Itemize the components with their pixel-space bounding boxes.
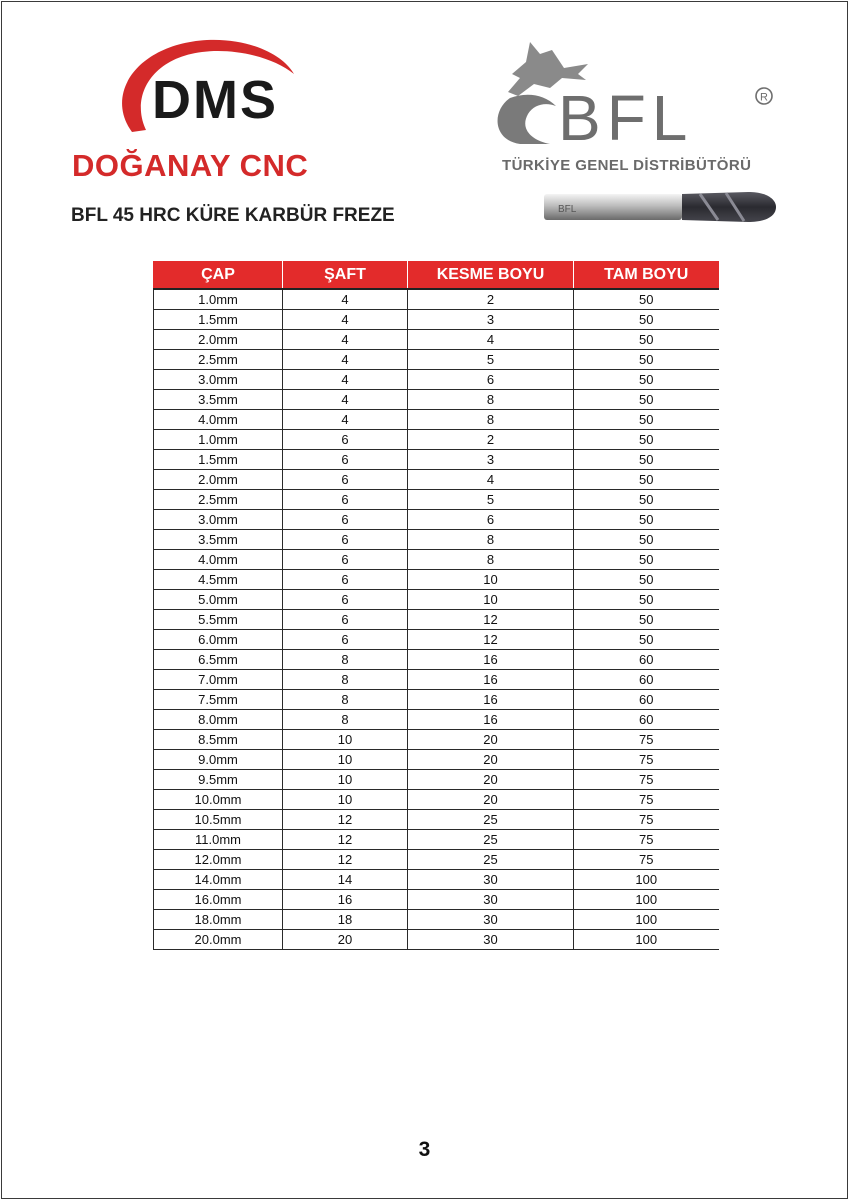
table-cell: 8 [408,530,574,550]
table-cell: 50 [574,570,719,590]
table-cell: 60 [574,710,719,730]
table-cell: 50 [574,430,719,450]
table-cell: 6 [283,450,408,470]
column-header-cap: ÇAP [154,261,283,289]
table-row [154,490,719,510]
tool-engraving: BFL [558,204,577,215]
table-cell: 10.5mm [154,810,283,830]
table-cell: 5 [408,490,574,510]
table-cell: 50 [574,289,719,310]
table-cell: 11.0mm [154,830,283,850]
table-row [154,650,719,670]
table-cell: 14.0mm [154,870,283,890]
table-cell: 6 [283,590,408,610]
table-cell: 50 [574,450,719,470]
table-cell: 3 [408,310,574,330]
table-cell: 75 [574,730,719,750]
table-cell: 3.0mm [154,370,283,390]
page-title: BFL 45 HRC KÜRE KARBÜR FREZE [71,205,395,226]
table-cell: 9.5mm [154,770,283,790]
table-row [154,370,719,390]
table-cell: 2.5mm [154,350,283,370]
table-row [154,810,719,830]
table-cell: 50 [574,310,719,330]
table-cell: 100 [574,930,719,950]
table-cell: 75 [574,750,719,770]
table-row [154,890,719,910]
table-cell: 30 [408,910,574,930]
table-row [154,590,719,610]
table-cell: 100 [574,910,719,930]
table-cell: 8 [283,650,408,670]
table-row [154,430,719,450]
table-cell: 4 [283,310,408,330]
table-cell: 10 [283,730,408,750]
table-cell: 8 [283,710,408,730]
table-cell: 8 [408,410,574,430]
table-row [154,410,719,430]
table-row [154,450,719,470]
table-cell: 50 [574,330,719,350]
table-cell: 16 [408,710,574,730]
table-cell: 50 [574,510,719,530]
table-cell: 16 [408,650,574,670]
table-cell: 100 [574,890,719,910]
table-cell: 10 [408,570,574,590]
table-row [154,350,719,370]
table-cell: 60 [574,690,719,710]
table-row [154,870,719,890]
table-cell: 75 [574,830,719,850]
table-cell: 20.0mm [154,930,283,950]
table-cell: 3.5mm [154,390,283,410]
table-body [154,289,719,950]
table-row [154,330,719,350]
table-cell: 60 [574,670,719,690]
table-cell: 6 [283,430,408,450]
table-cell: 4 [283,289,408,310]
table-cell: 10 [408,590,574,610]
table-cell: 7.0mm [154,670,283,690]
table-cell: 100 [574,870,719,890]
table-row [154,610,719,630]
table-cell: 25 [408,830,574,850]
table-cell: 10 [283,790,408,810]
table-cell: 4.0mm [154,550,283,570]
table-cell: 4 [283,390,408,410]
table-cell: 8 [283,670,408,690]
table-row [154,670,719,690]
table-cell: 4 [283,330,408,350]
table-row [154,390,719,410]
dms-logo [112,34,302,144]
column-header-kesme-boyu: KESME BOYU [408,261,574,289]
table-row [154,530,719,550]
table-cell: 8 [408,390,574,410]
dms-logo-letters: DMS [152,70,278,130]
table-cell: 16 [408,690,574,710]
table-cell: 6.0mm [154,630,283,650]
table-cell: 50 [574,610,719,630]
table-cell: 10.0mm [154,790,283,810]
table-cell: 1.0mm [154,289,283,310]
table-cell: 50 [574,530,719,550]
table-cell: 75 [574,770,719,790]
svg-text:R: R [760,91,768,104]
table-cell: 16 [408,670,574,690]
column-header-saft: ŞAFT [283,261,408,289]
table-cell: 50 [574,490,719,510]
table-cell: 20 [408,730,574,750]
table-cell: 8 [408,550,574,570]
table-cell: 12 [408,610,574,630]
table-row [154,850,719,870]
table-cell: 5 [408,350,574,370]
table-row [154,510,719,530]
table-cell: 60 [574,650,719,670]
table-cell: 75 [574,810,719,830]
spec-table [153,261,719,950]
table-cell: 4 [408,330,574,350]
table-cell: 25 [408,850,574,870]
table-cell: 12.0mm [154,850,283,870]
table-row [154,470,719,490]
table-row [154,930,719,950]
bfl-logo-letters: BFL [558,82,694,150]
table-cell: 3.0mm [154,510,283,530]
table-cell: 6 [283,550,408,570]
table-cell: 30 [408,930,574,950]
table-cell: 50 [574,390,719,410]
bfl-logo [490,40,782,150]
table-cell: 20 [408,770,574,790]
table-cell: 4 [408,470,574,490]
table-cell: 2.5mm [154,490,283,510]
table-cell: 50 [574,410,719,430]
table-cell: 2.0mm [154,330,283,350]
table-cell: 50 [574,590,719,610]
table-cell: 8.0mm [154,710,283,730]
table-cell: 50 [574,630,719,650]
distributor-subtitle: TÜRKİYE GENEL DİSTRİBÜTÖRÜ [502,157,752,174]
table-cell: 4 [283,410,408,430]
table-cell: 2.0mm [154,470,283,490]
table-cell: 50 [574,470,719,490]
table-cell: 2 [408,430,574,450]
table-cell: 16.0mm [154,890,283,910]
table-cell: 8.5mm [154,730,283,750]
table-cell: 3 [408,450,574,470]
table-row [154,570,719,590]
table-cell: 75 [574,850,719,870]
table-row [154,310,719,330]
table-cell: 6 [283,610,408,630]
table-row [154,750,719,770]
table-cell: 16 [283,890,408,910]
table-cell: 30 [408,890,574,910]
table-cell: 4 [283,350,408,370]
table-cell: 12 [283,810,408,830]
table-cell: 10 [283,770,408,790]
table-cell: 5.5mm [154,610,283,630]
table-row [154,790,719,810]
table-cell: 9.0mm [154,750,283,770]
table-cell: 3.5mm [154,530,283,550]
table-row [154,690,719,710]
table-cell: 6 [283,530,408,550]
table-cell: 50 [574,370,719,390]
table-cell: 4.0mm [154,410,283,430]
table-cell: 5.0mm [154,590,283,610]
table-row [154,770,719,790]
table-cell: 4.5mm [154,570,283,590]
column-header-tam-boyu: TAM BOYU [574,261,719,289]
table-row [154,910,719,930]
table-cell: 1.0mm [154,430,283,450]
table-cell: 6 [283,630,408,650]
table-row [154,730,719,750]
table-cell: 1.5mm [154,450,283,470]
table-cell: 4 [283,370,408,390]
table-cell: 75 [574,790,719,810]
table-cell: 6 [283,510,408,530]
table-cell: 10 [283,750,408,770]
table-row [154,830,719,850]
table-cell: 6 [283,490,408,510]
table-header-row [154,261,719,289]
table-cell: 20 [283,930,408,950]
ball-end-mill-image [540,188,780,228]
table-cell: 6 [283,570,408,590]
table-cell: 18 [283,910,408,930]
table-cell: 2 [408,289,574,310]
table-cell: 20 [408,790,574,810]
table-cell: 12 [283,850,408,870]
table-cell: 18.0mm [154,910,283,930]
table-cell: 6 [408,510,574,530]
table-cell: 6 [283,470,408,490]
table-cell: 50 [574,350,719,370]
table-cell: 20 [408,750,574,770]
table-cell: 6.5mm [154,650,283,670]
table-cell: 1.5mm [154,310,283,330]
table-cell: 7.5mm [154,690,283,710]
table-cell: 12 [408,630,574,650]
company-name: DOĞANAY CNC [72,148,309,183]
table-row [154,550,719,570]
table-cell: 8 [283,690,408,710]
table-cell: 25 [408,810,574,830]
table-cell: 50 [574,550,719,570]
table-row [154,289,719,310]
table-row [154,630,719,650]
table-cell: 6 [408,370,574,390]
table-cell: 30 [408,870,574,890]
table-cell: 14 [283,870,408,890]
table-cell: 12 [283,830,408,850]
page-number: 3 [418,1138,431,1161]
table-row [154,710,719,730]
